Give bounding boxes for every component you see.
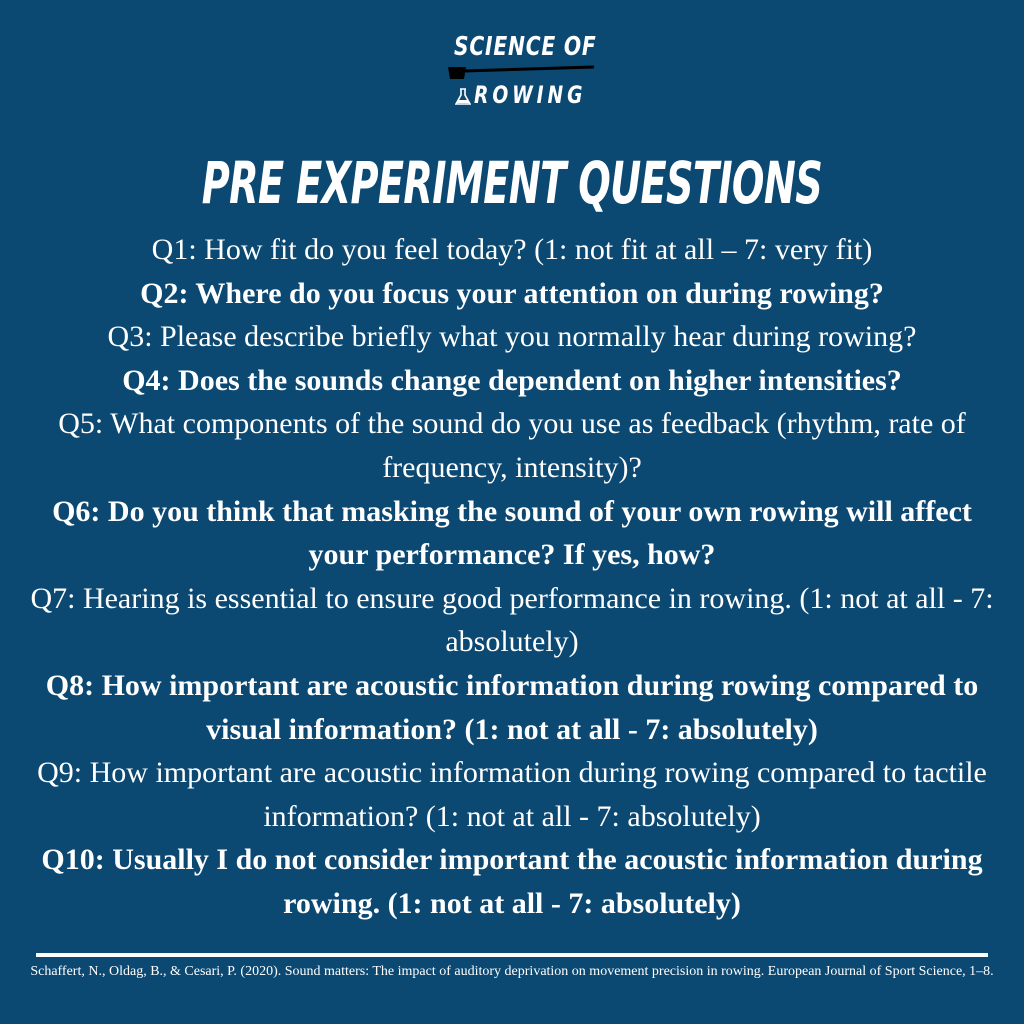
page-title: [0, 148, 1024, 218]
question-q2: Q2: Where do you focus your attention on during rowing?: [140, 276, 884, 310]
question-q1: Q1: How fit do you feel today? (1: not fit at all – 7: very fit): [151, 233, 873, 266]
question-q3: Q3: Please describe briefly what you normally hear during rowing?: [107, 320, 917, 354]
question-q4: Q4: Does the sounds change dependent on higher intensities?: [122, 363, 902, 397]
logo: [448, 30, 597, 112]
question-list: [20, 228, 1004, 926]
question-q10: Q10: Usually I do not consider important the acoustic information during rowing. (1: not at all - 7: absolutely): [41, 843, 983, 920]
question-q7: Q7: Hearing is essential to ensure good performance in rowing. (1: not at all - 7: absolutely): [30, 581, 994, 659]
citation: Schaffert, N., Oldag, B., & Cesari, P. (2020). Sound matters: The impact of auditory deprivation on movement precision in rowing. European Journal of Sport Science, 1–8.: [30, 964, 994, 979]
logo-text-line2: ROWING: [474, 81, 587, 109]
logo-text-line1: SCIENCE OF: [454, 32, 597, 62]
divider: [36, 953, 988, 957]
question-q5: Q5: What components of the sound do you use as feedback (rhythm, rate of frequency, intensity)?: [58, 407, 966, 484]
page-title-text: PRE EXPERIMENT QUESTIONS: [201, 149, 823, 217]
oar-icon: [448, 64, 594, 80]
question-q8: Q8: How important are acoustic information during rowing compared to visual information? (1: not at all - 7: absolutely): [45, 668, 979, 746]
question-q6: Q6: Do you think that masking the sound of your own rowing will affect your performance? If yes, how?: [52, 494, 972, 572]
question-q9: Q9: How important are acoustic information during rowing compared to tactile information? (1: not at all - 7: absolutely): [37, 756, 987, 833]
flask-icon: [455, 88, 471, 106]
